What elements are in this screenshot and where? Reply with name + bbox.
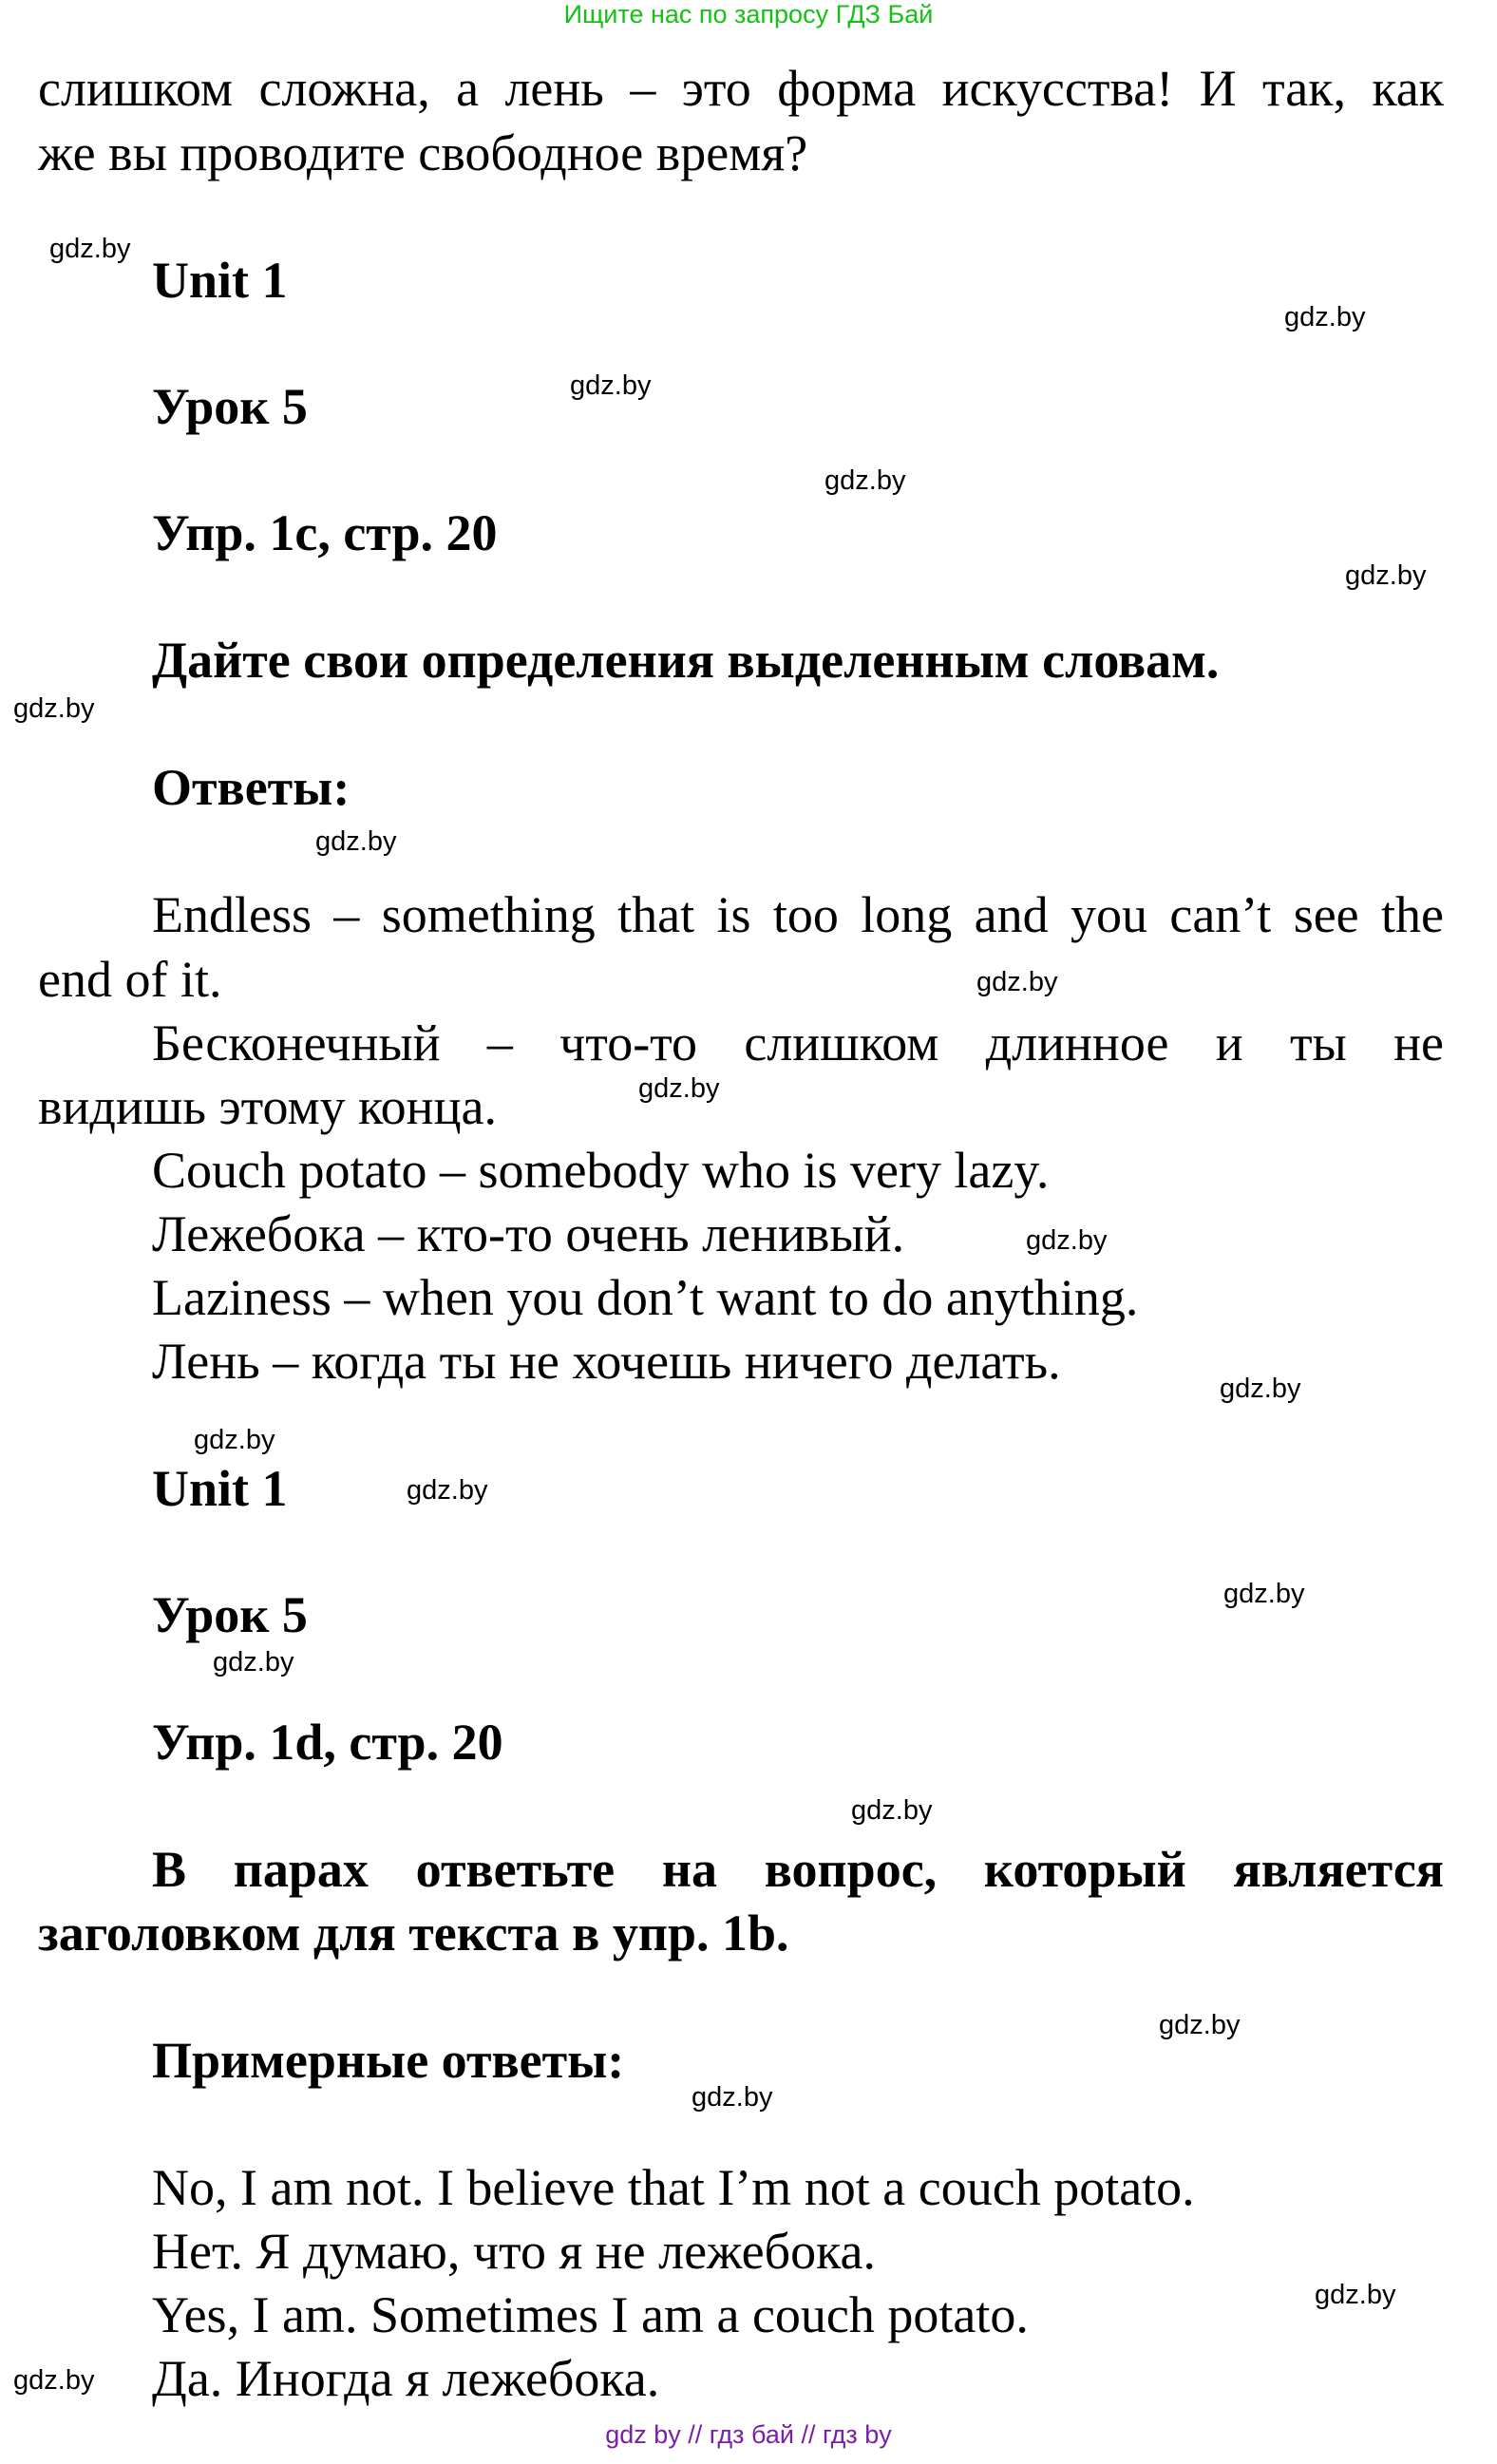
watermark: gdz.by bbox=[1345, 560, 1427, 591]
watermark: gdz.by bbox=[1220, 1374, 1301, 1404]
watermark: gdz.by bbox=[1315, 2280, 1396, 2310]
watermark: gdz.by bbox=[1159, 2010, 1241, 2040]
task-text-2-line-1: В парах ответьте на вопрос, который является bbox=[152, 1841, 1444, 1898]
watermark: gdz.by bbox=[692, 2082, 773, 2113]
answer-line: No, I am not. I believe that I’m not a couch potato. bbox=[152, 2159, 1195, 2216]
answer-line: Лежебока – кто-то очень ленивый. bbox=[152, 1205, 905, 1262]
watermark: gdz.by bbox=[570, 370, 652, 401]
watermark: gdz.by bbox=[976, 967, 1058, 997]
watermark: gdz.by bbox=[49, 234, 131, 264]
watermark: gdz.by bbox=[315, 826, 397, 857]
unit-heading-2: Unit 1 bbox=[152, 1460, 288, 1517]
watermark: gdz.by bbox=[194, 1425, 275, 1455]
lesson-heading-2: Урок 5 bbox=[152, 1586, 308, 1643]
answer-line: Да. Иногда я лежебока. bbox=[152, 2350, 660, 2407]
watermark: gdz.by bbox=[1026, 1225, 1108, 1256]
intro-line-2: же вы проводите свободное время? bbox=[38, 124, 808, 181]
answer-line: Yes, I am. Sometimes I am a couch potato. bbox=[152, 2286, 1029, 2343]
exercise-heading-1: Упр. 1c, стр. 20 bbox=[152, 504, 498, 561]
answer-line: Бесконечный – что-то слишком длинное и ты не bbox=[152, 1014, 1444, 1071]
watermark: gdz.by bbox=[824, 465, 906, 496]
watermark: gdz.by bbox=[851, 1795, 933, 1826]
answers-heading-1: Ответы: bbox=[152, 759, 351, 816]
watermark: gdz.by bbox=[13, 2365, 95, 2396]
watermark: gdz.by bbox=[1284, 302, 1366, 332]
unit-heading-1: Unit 1 bbox=[152, 252, 288, 309]
answer-line: Лень – когда ты не хочешь ничего делать. bbox=[152, 1333, 1061, 1390]
watermark: gdz.by bbox=[213, 1647, 294, 1677]
watermark: gdz.by bbox=[407, 1475, 488, 1506]
watermark: gdz.by bbox=[13, 693, 95, 724]
answer-line: Laziness – when you don’t want to do anything. bbox=[152, 1269, 1139, 1326]
task-text-2-line-2: заголовком для текста в упр. 1b. bbox=[38, 1905, 789, 1962]
answers-heading-2: Примерные ответы: bbox=[152, 2032, 625, 2089]
answer-line: Нет. Я думаю, что я не лежебока. bbox=[152, 2223, 876, 2280]
answer-line: end of it. bbox=[38, 951, 222, 1008]
lesson-heading-1: Урок 5 bbox=[152, 378, 308, 435]
intro-line-1: слишком сложна, а лень – это форма искусства! И так, как bbox=[38, 60, 1444, 117]
answer-line: Couch potato – somebody who is very lazy. bbox=[152, 1142, 1050, 1199]
answer-line: видишь этому конца. bbox=[38, 1078, 497, 1135]
task-text-1: Дайте свои определения выделенным словам. bbox=[152, 632, 1220, 689]
exercise-heading-2: Упр. 1d, стр. 20 bbox=[152, 1714, 503, 1771]
answer-line: Endless – something that is too long and you can’t see the bbox=[152, 886, 1444, 943]
top-banner[interactable]: Ищите нас по запросу ГДЗ Бай bbox=[563, 0, 934, 28]
watermark: gdz.by bbox=[1223, 1579, 1305, 1609]
watermark: gdz.by bbox=[638, 1073, 720, 1104]
footer-links[interactable]: gdz by // гдз бай // гдз by bbox=[605, 2420, 892, 2449]
